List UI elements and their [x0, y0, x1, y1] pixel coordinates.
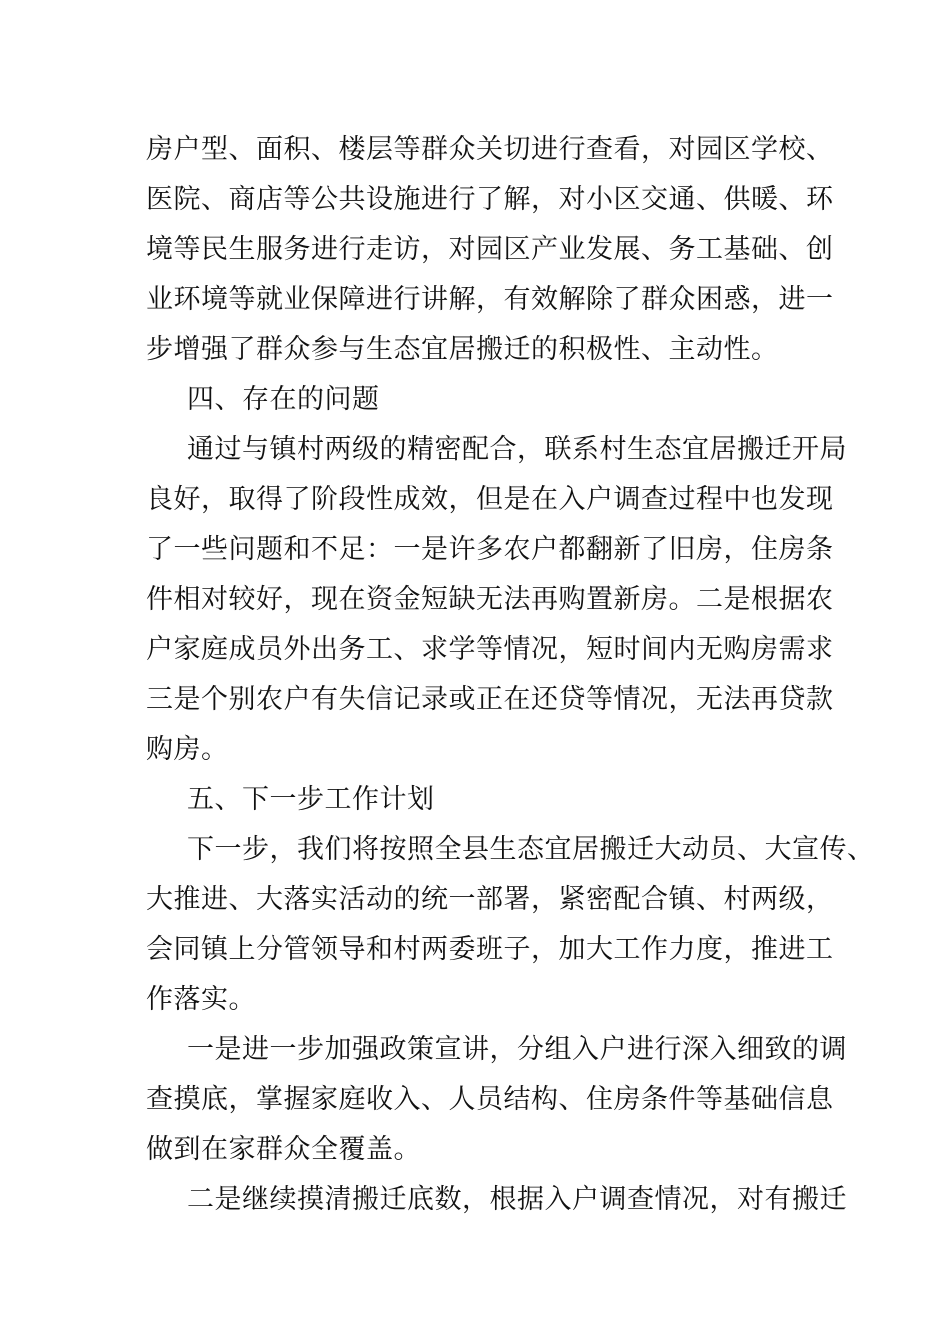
text-line: 三是个别农户有失信记录或正在还贷等情况，无法再贷款	[146, 684, 834, 715]
section-heading: 四、存在的问题	[187, 384, 380, 415]
text-line: 下一步，我们将按照全县生态宜居搬迁大动员、大宣传、	[187, 834, 875, 865]
text-line: 件相对较好，现在资金短缺无法再购置新房。二是根据农	[146, 584, 834, 615]
text-line: 良好，取得了阶段性成效，但是在入户调查过程中也发现	[146, 484, 834, 515]
text-line: 购房。	[146, 734, 229, 765]
text-line: 查摸底，掌握家庭收入、人员结构、住房条件等基础信息	[146, 1084, 834, 1115]
text-line: 了一些问题和不足：一是许多农户都翻新了旧房，住房条	[146, 534, 834, 565]
text-line: 会同镇上分管领导和村两委班子，加大工作力度，推进工	[146, 934, 834, 965]
text-line: 二是继续摸清搬迁底数，根据入户调查情况，对有搬迁	[187, 1184, 847, 1215]
text-line: 境等民生服务进行走访，对园区产业发展、务工基础、创	[146, 234, 834, 265]
text-line: 医院、商店等公共设施进行了解，对小区交通、供暖、环	[146, 184, 834, 215]
text-line: 一是进一步加强政策宣讲，分组入户进行深入细致的调	[187, 1034, 847, 1065]
text-line: 步增强了群众参与生态宜居搬迁的积极性、主动性。	[146, 334, 779, 365]
text-line: 大推进、大落实活动的统一部署，紧密配合镇、村两级，	[146, 884, 834, 915]
text-line: 业环境等就业保障进行讲解，有效解除了群众困惑，进一	[146, 284, 834, 315]
text-line: 做到在家群众全覆盖。	[146, 1134, 421, 1165]
text-line: 户家庭成员外出务工、求学等情况，短时间内无购房需求	[146, 634, 834, 665]
text-line: 房户型、面积、楼层等群众关切进行查看，对园区学校、	[146, 134, 834, 165]
text-line: 作落实。	[146, 984, 256, 1015]
text-line: 通过与镇村两级的精密配合，联系村生态宜居搬迁开局	[187, 434, 847, 465]
section-heading: 五、下一步工作计划	[187, 784, 435, 815]
